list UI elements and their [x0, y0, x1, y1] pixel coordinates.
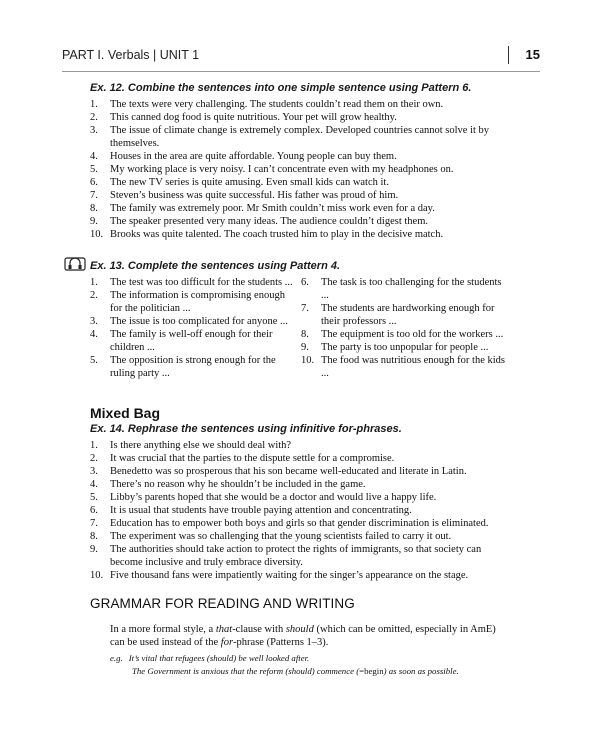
item-text: It is usual that students have trouble paying attention and concentrating.	[110, 505, 412, 516]
ex14-item	[90, 452, 510, 465]
example-1-text: It’s vital that refugees (should) be well looked after.	[128, 653, 310, 663]
item-number: 4.	[90, 151, 98, 162]
item-text: Benedetto was so prosperous that his son became well-educated and literate in Latin.	[110, 466, 467, 477]
item-text: Steven’s business was quite successful. His father was proud of him.	[110, 190, 399, 201]
ex13-item	[301, 328, 511, 341]
item-number: 7.	[90, 518, 98, 529]
item-text: The test was too difficult for the students ...	[110, 277, 293, 288]
ex12-item	[90, 98, 510, 111]
grammar-term-that: that	[215, 624, 233, 635]
item-text: This canned dog food is quite nutritious. Your pet will grow healthy.	[110, 112, 397, 123]
ex12-item	[90, 215, 510, 228]
ex13-title: Ex. 13. Complete the sentences using Pattern 4.	[90, 260, 341, 272]
item-text: The family is well-off enough for their children ...	[110, 329, 273, 353]
item-number: 8.	[90, 203, 98, 214]
item-number: 2.	[90, 453, 98, 464]
item-number: 5.	[90, 492, 98, 503]
item-number: 10.	[90, 570, 104, 581]
ex14-item	[90, 530, 510, 543]
ex14-item	[90, 543, 510, 569]
ex12-item	[90, 176, 510, 189]
item-text: Education has to empower both boys and girls so that gender discrimination is eliminated.	[110, 518, 489, 529]
ex13-item	[301, 302, 511, 328]
ex13-item	[301, 276, 511, 302]
item-number: 1.	[90, 277, 98, 288]
header-divider	[508, 46, 509, 64]
grammar-text-3: (which can be omitted, especially in AmE) can be used instead of the	[110, 624, 496, 648]
ex12-item	[90, 202, 510, 215]
ex12-item	[90, 228, 510, 241]
ex13-item	[90, 315, 295, 328]
grammar-heading: GRAMMAR FOR READING AND WRITING	[90, 596, 355, 611]
item-text: The task is too challenging for the students ...	[321, 277, 502, 301]
item-number: 4.	[90, 329, 98, 340]
grammar-term-for: for	[220, 637, 234, 648]
item-number: 7.	[301, 303, 309, 314]
item-number: 10.	[301, 355, 315, 366]
ex13-item	[301, 354, 511, 380]
ex14-item	[90, 504, 510, 517]
item-text: The party is too unpopular for people ...	[321, 342, 489, 353]
ex14-item	[90, 517, 510, 530]
item-text: The issue is too complicated for anyone ...	[110, 316, 288, 327]
headphones-icon[interactable]	[64, 256, 86, 272]
ex14-item	[90, 569, 510, 582]
item-number: 6.	[301, 277, 309, 288]
item-number: 3.	[90, 466, 98, 477]
ex12-item	[90, 150, 510, 163]
item-number: 3.	[90, 316, 98, 327]
item-number: 10.	[90, 229, 104, 240]
item-number: 5.	[90, 164, 98, 175]
item-text: It was crucial that the parties to the dispute settle for a compromise.	[110, 453, 395, 464]
item-number: 2.	[90, 290, 98, 301]
ex14-item	[90, 439, 510, 452]
item-text: Houses in the area are quite affordable. Young people can buy them.	[110, 151, 397, 162]
item-text: The speaker presented very many ideas. The audience couldn’t digest them.	[110, 216, 428, 227]
example-2-text-b: =begin	[359, 666, 384, 676]
header-rule	[62, 71, 540, 72]
item-number: 5.	[90, 355, 98, 366]
item-text: Libby’s parents hoped that she would be a doctor and would live a happy life.	[110, 492, 437, 503]
item-text: The information is compromising enough for the politician ...	[110, 290, 285, 314]
ex13-item	[90, 328, 295, 354]
item-number: 6.	[90, 505, 98, 516]
ex13-item	[301, 341, 511, 354]
ex14-item	[90, 491, 510, 504]
item-number: 8.	[301, 329, 309, 340]
item-text: The issue of climate change is extremely complex. Developed countries cannot solve it by themselves.	[110, 125, 490, 149]
ex12-item	[90, 124, 510, 150]
item-text: The experiment was so challenging that the young scientists failed to carry it out.	[110, 531, 452, 542]
ex12-item	[90, 163, 510, 176]
page-number: 15	[525, 47, 540, 62]
ex13-item	[90, 354, 295, 380]
grammar-text-4: -phrase (Patterns 1–3).	[233, 637, 329, 648]
ex14-list	[90, 439, 510, 582]
item-number: 3.	[90, 125, 98, 136]
example-2-text-a: The Government is anxious that the reform (should) commence (	[132, 666, 360, 676]
item-number: 1.	[90, 440, 98, 451]
item-number: 8.	[90, 531, 98, 542]
item-text: The texts were very challenging. The students couldn’t read them on their own.	[110, 99, 444, 110]
ex12-item	[90, 189, 510, 202]
item-number: 9.	[301, 342, 309, 353]
grammar-term-should: should	[285, 624, 314, 635]
ex14-title: Ex. 14. Rephrase the sentences using infinitive for-phrases.	[90, 423, 402, 435]
item-text: The authorities should take action to protect the rights of immigrants, so that society can become inclusive and truly embrace diversity.	[110, 544, 482, 568]
item-text: My working place is very noisy. I can’t concentrate even with my headphones on.	[110, 164, 454, 175]
item-text: There’s no reason why he shouldn’t be included in the game.	[110, 479, 366, 490]
example-2-text-c: ) as soon as possible.	[383, 666, 459, 676]
ex12-list	[90, 98, 510, 241]
ex14-item	[90, 465, 510, 478]
ex12-item	[90, 111, 510, 124]
item-number: 9.	[90, 544, 98, 555]
item-text: The students are hardworking enough for their professors ...	[321, 303, 495, 327]
page-header	[62, 48, 540, 68]
mixed-bag-heading: Mixed Bag	[90, 405, 161, 421]
grammar-text-2: -clause with	[232, 624, 286, 635]
example-1	[110, 652, 530, 664]
item-text: Five thousand fans were impatiently waiting for the singer’s appearance on the stage.	[110, 570, 469, 581]
item-text: The family was extremely poor. Mr Smith couldn’t miss work even for a day.	[110, 203, 435, 214]
item-text: The opposition is strong enough for the ruling party ...	[110, 355, 276, 379]
item-number: 7.	[90, 190, 98, 201]
ex13-item	[90, 289, 295, 315]
item-number: 2.	[90, 112, 98, 123]
ex13-item	[90, 276, 295, 289]
item-text: The food was nutritious enough for the kids ...	[321, 355, 506, 379]
grammar-paragraph	[110, 623, 510, 649]
eg-tag: e.g.	[110, 653, 123, 663]
item-text: Brooks was quite talented. The coach trusted him to play in the decisive match.	[110, 229, 444, 240]
ex14-item	[90, 478, 510, 491]
item-number: 9.	[90, 216, 98, 227]
item-number: 6.	[90, 177, 98, 188]
item-number: 4.	[90, 479, 98, 490]
item-number: 1.	[90, 99, 98, 110]
example-2	[132, 665, 552, 677]
grammar-text-1: In a more formal style, a	[110, 624, 216, 635]
ex12-title: Ex. 12. Combine the sentences into one simple sentence using Pattern 6.	[90, 82, 472, 94]
ex13-left-column	[90, 276, 295, 380]
item-text: The equipment is too old for the workers ...	[321, 329, 504, 340]
item-text: The new TV series is quite amusing. Even small kids can watch it.	[110, 177, 389, 188]
running-header: PART I. Verbals | UNIT 1	[62, 48, 200, 62]
item-text: Is there anything else we should deal with?	[110, 440, 292, 451]
ex13-right-column	[301, 276, 511, 380]
